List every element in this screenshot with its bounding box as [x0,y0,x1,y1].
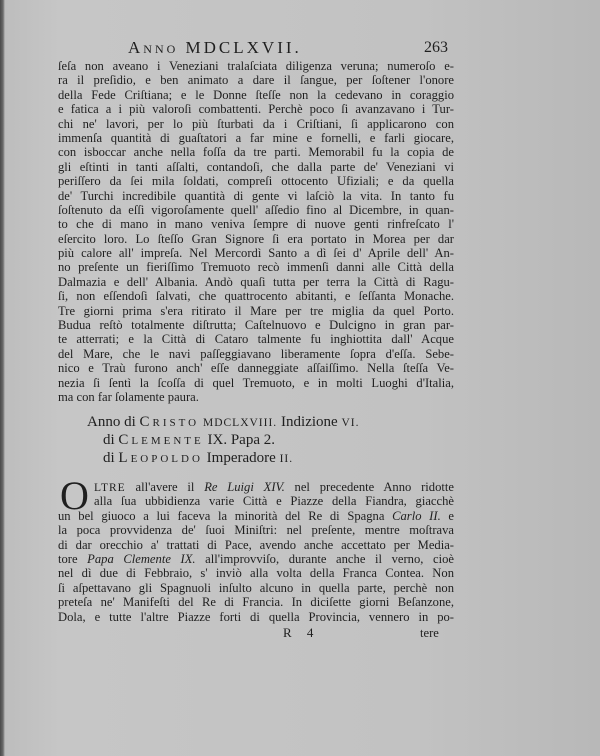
text-line [58,275,454,289]
heading-pope [103,431,275,449]
text-segment: la poca provvidenza de' ſuoi Miniſtri: nel preſente, mentre moſtrava [58,523,454,538]
text-segment: eſercito loro. Lo ſteſſo Gran Signore ſi era portato in Morea per dar [58,231,454,246]
text-segment: Cristo [139,414,200,430]
text-line [58,581,454,595]
text-line [58,376,454,390]
text-line [58,523,454,537]
text-segment: Clemente [118,432,204,448]
italic-text: Re Luigi XIV. [204,480,285,494]
text-segment: Leopoldo [118,450,203,466]
text-segment: e fatica a i più valoroſi combattenti. Perchè poco ſi avanzavano i Tur- [58,102,454,117]
text-segment: più calore all' impreſa. Nel Mercordì Santo a dì ſei d' Aprile dell' An- [58,246,454,261]
text-segment: Indizione [281,414,342,430]
text-line [58,332,454,346]
text-line [58,610,454,624]
text-segment: preteſa ne' Manifeſti del Re di Francia. In diciſette giorni Beſanzone, [58,595,454,610]
text-segment: LTRE [94,482,126,494]
text-line [58,189,454,203]
text-segment: con isboccar anche nella foſſa da tre parti. Memorabil fu la copia de [58,145,454,160]
italic-text: Papa Clemente IX. [87,551,196,566]
catchword: tere [420,626,439,640]
text-line [58,260,454,274]
heading-emperor [103,449,293,468]
text-line [58,480,454,494]
text-segment: ma con far ſolamente paura. [58,389,199,404]
text-line [58,289,454,303]
text-segment: del Mare, che le navi paſſeggiavano liberamente ſopra d'eſſa. Sebe- [58,346,454,361]
text-segment: te atterrati; e la Città di Cataro talmente fu inghiottita dall' Acque [58,332,454,347]
text-line [58,318,454,332]
text-segment: IX. Papa 2. [203,432,275,448]
text-line [58,595,454,609]
text-segment: all'improvviſo, durante anche il verno, cioè [195,551,454,566]
text-segment: un bel giuoco a lui faceva la minorità del Re di Spagna [58,508,393,523]
text-segment: ſi, non eſſendoſi ſalvati, che quattrocento abitanti, e ſeſſanta Monache. [58,289,454,304]
text-line [58,552,454,566]
text-line [58,246,454,260]
text-line [58,131,454,145]
running-title-text: Anno MDCLXVII. [128,38,302,57]
text-line [58,102,454,116]
text-segment: nel dì due di Febbraio, s' inviò alla volta della Franca Contea. Non [58,566,454,581]
signature-mark: R 4 [283,625,320,640]
text-segment: chi ne' lavori, per lo più ſturbati da i Criſtiani, ſi applicarono con [58,116,454,131]
text-segment: immenſa quantità di guaſtatori a far mine e fornelli, e farli giocare, [58,130,454,145]
text-line [58,73,454,87]
text-line [58,509,454,523]
text-line [58,347,454,361]
text-segment: di dar orecchio a' trattati di Pace, avendo anche accettato per Media- [58,537,454,552]
text-segment: della Fede Criſtiana; e le Donne ſteſſe non la cedevano in coraggio [58,87,454,102]
text-line [58,59,454,73]
text-line [58,390,454,404]
text-line [58,566,454,580]
text-line [58,232,454,246]
text-segment: to che di mano in mano veniva ſempre di nuove genti rinfreſcato l' [58,217,454,232]
text-segment: di [103,450,119,466]
text-line [58,145,454,159]
text-line [58,494,454,508]
text-segment: tore [58,551,88,566]
text-segment: MDCLXVIII. [199,417,282,429]
text-segment: VI. [341,417,360,429]
text-segment: all'avere il [125,480,205,494]
text-line [58,88,454,102]
drop-cap: O [60,473,89,518]
text-segment: Budua reſtò totalmente diſtrutta; Caſtelnuovo e Dulcigno in gran par- [58,318,454,333]
text-segment: de' Turchi incredibile quantità di gente vi laſciò la vita. In tanto fu [58,188,454,203]
text-segment: ſoſtenuto da eſſi vigoroſamente quell' aſſedio fino al Dicembre, in quan- [58,202,454,217]
text-line [58,538,454,552]
text-segment: nico e Traù furono anch' eſſe danneggiate aſſaiſſimo. Nella ſteſſa Ve- [58,361,454,376]
text-segment: e [440,508,454,523]
text-segment: Dola, e tutte l'altre Piazze forti di quella Provincia, vennero in po- [58,609,454,624]
text-segment: ſeſa non aveano i Veneziani tralaſciata diligenza veruna; numeroſo e- [58,59,454,73]
text-segment: di [103,432,119,448]
heading-year [87,413,359,432]
text-segment: II. [279,453,294,465]
text-segment: Imperadore [202,450,280,466]
text-line [58,203,454,217]
text-segment: Anno di [87,414,140,430]
text-line [58,174,454,188]
page-number: 263 [424,39,448,56]
paragraph-1 [58,59,454,404]
italic-text: Carlo II. [392,508,441,523]
running-title [128,39,302,56]
text-segment: nezia ſi ſentì la ſcoſſa di quel Tremuoto, e in molti Luoghi d'Italia, [58,375,454,390]
text-segment: ra il preſidio, e ben animato a dare il ſangue, per ſoſtener l'onore [58,73,454,88]
text-line [58,217,454,231]
text-segment: gli eſtinti in tanti aſſalti, contandoſi, che dalla parte de' Veneziani vi [58,159,454,174]
text-line [58,117,454,131]
text-segment: no preſente un fieriſſimo Tremuoto recò immenſi danni alle Città della [58,260,454,275]
text-line [58,304,454,318]
text-segment: nel precedente Anno ridotte [284,480,454,494]
paragraph-2 [58,473,454,624]
text-segment: Dalmazia e dell' Albania. Andò quaſi tutta per terra la Città di Ragu- [58,274,454,289]
text-segment: periſſero da ſei mila ſoldati, compreſi ottocento Ufiziali; e da quella [58,174,454,189]
text-line [58,160,454,174]
text-segment: alla ſua ubbidienza varie Città e Piazze della Fiandra, giacchè [94,494,454,509]
text-segment: ſi aſpettavano gli Spagnuoli inſulto alcuno in quella parte, perchè non [58,580,454,595]
text-segment: Tre giorni prima s'era ritirato il Mare per tre miglia da quel Porto. [58,303,454,318]
text-line [58,361,454,375]
